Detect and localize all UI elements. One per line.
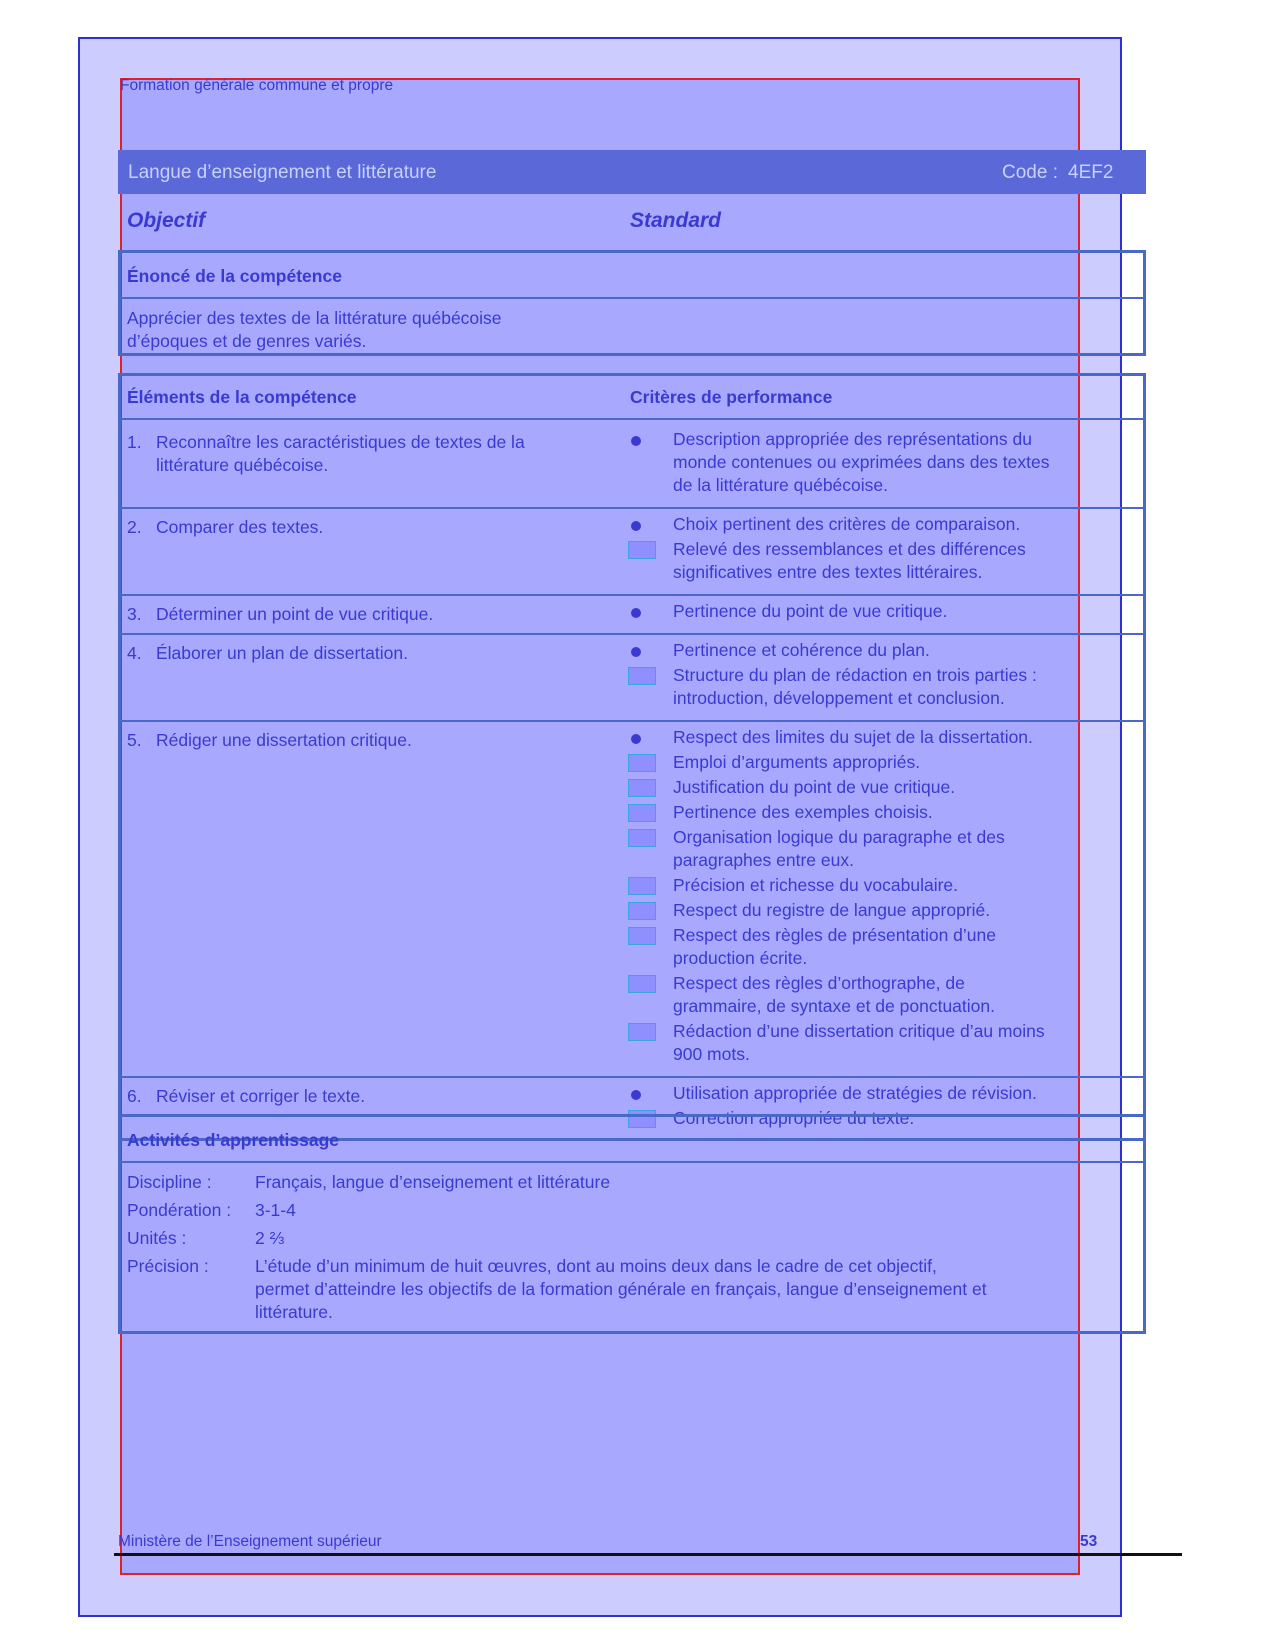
bullet-icon — [628, 877, 656, 895]
criterion-text: 900 mots. — [673, 1044, 750, 1064]
criteria-column-header: Critères de performance — [630, 387, 833, 407]
elements-column-header: Éléments de la compétence — [127, 387, 357, 407]
element-number: 4. — [127, 643, 142, 663]
activite-value: 2 ⅔ — [255, 1228, 285, 1248]
element-number: 2. — [127, 517, 142, 537]
criterion-text: Correction appropriée du texte. — [673, 1108, 915, 1128]
activite-value: L’étude d’un minimum de huit œuvres, dont au moins deux dans le cadre de cet objectif, — [255, 1256, 937, 1276]
criterion-text: Emploi d’arguments appropriés. — [673, 752, 921, 772]
activite-label: Unités : — [127, 1228, 187, 1248]
element-text: littérature québécoise. — [156, 455, 329, 475]
criterion-text: Respect des règles de présentation d’une — [673, 925, 996, 945]
criterion-text: Justification du point de vue critique. — [673, 777, 956, 797]
bullet-icon — [631, 1090, 641, 1100]
element-text: Reconnaître les caractéristiques de textes de la — [156, 432, 525, 452]
criterion-text: Relevé des ressemblances et des différences — [673, 539, 1026, 559]
criterion-text: Précision et richesse du vocabulaire. — [673, 875, 959, 895]
criterion-text: Utilisation appropriée de stratégies de révision. — [673, 1083, 1037, 1103]
criterion-text: Description appropriée des représentations du — [673, 429, 1032, 449]
criterion-text: Pertinence et cohérence du plan. — [673, 640, 930, 660]
criterion-text: Choix pertinent des critères de comparaison. — [673, 514, 1021, 534]
activite-label: Pondération : — [127, 1200, 232, 1220]
bullet-icon — [628, 779, 656, 797]
criterion-text: introduction, développement et conclusion. — [673, 688, 1005, 708]
standard-heading: Standard — [630, 209, 722, 232]
criterion-text: monde contenues ou exprimées dans des textes — [673, 452, 1050, 472]
criterion-text: Pertinence du point de vue critique. — [673, 601, 948, 621]
bullet-icon — [628, 902, 656, 920]
subject-title: Langue d’enseignement et littérature — [128, 162, 437, 183]
footer-rule — [114, 1553, 1182, 1556]
footer-ministry: Ministère de l’Enseignement supérieur — [118, 1533, 382, 1550]
criterion-text: de la littérature québécoise. — [673, 475, 888, 495]
bullet-icon — [628, 1023, 656, 1041]
element-number: 3. — [127, 604, 142, 624]
activite-label: Discipline : — [127, 1172, 212, 1192]
page-number: 53 — [1080, 1533, 1098, 1550]
bullet-icon — [631, 608, 641, 618]
bullet-icon — [628, 754, 656, 772]
objectif-heading: Objectif — [127, 209, 206, 232]
criterion-text: Organisation logique du paragraphe et des — [673, 827, 1005, 847]
bullet-icon — [628, 975, 656, 993]
criterion-text: Pertinence des exemples choisis. — [673, 802, 933, 822]
criterion-text: significatives entre des textes littéraires. — [673, 562, 983, 582]
code-label: Code : — [1002, 162, 1058, 183]
activites-title: Activités d’apprentissage — [127, 1130, 340, 1150]
bullet-icon — [628, 667, 656, 685]
bullet-icon — [631, 436, 641, 446]
activites-section — [118, 1114, 1146, 1334]
criterion-text: Structure du plan de rédaction en trois parties : — [673, 665, 1037, 685]
criterion-text: Respect des règles d’orthographe, de — [673, 973, 965, 993]
element-text: Réviser et corriger le texte. — [156, 1086, 366, 1106]
elements-section — [118, 373, 1146, 1141]
bullet-icon — [631, 647, 641, 657]
element-number: 6. — [127, 1086, 142, 1106]
bullet-icon — [628, 927, 656, 945]
element-number: 1. — [127, 432, 142, 452]
title-bar — [118, 150, 1146, 194]
activite-value: permet d’atteindre les objectifs de la formation générale en français, langue d’enseignement et — [255, 1279, 987, 1299]
element-number: 5. — [127, 730, 142, 750]
criterion-text: Respect des limites du sujet de la dissertation. — [673, 727, 1033, 747]
activite-value: 3-1-4 — [255, 1200, 296, 1220]
criterion-text: paragraphes entre eux. — [673, 850, 854, 870]
criterion-text: Rédaction d’une dissertation critique d’au moins — [673, 1021, 1045, 1041]
enonce-line: d’époques et de genres variés. — [127, 331, 367, 351]
code-value: 4EF2 — [1068, 162, 1114, 183]
bullet-icon — [631, 734, 641, 744]
element-text: Rédiger une dissertation critique. — [156, 730, 412, 750]
element-text: Déterminer un point de vue critique. — [156, 604, 434, 624]
activite-label: Précision : — [127, 1256, 209, 1276]
criterion-text: grammaire, de syntaxe et de ponctuation. — [673, 996, 995, 1016]
element-text: Élaborer un plan de dissertation. — [156, 643, 408, 663]
criterion-text: production écrite. — [673, 948, 808, 968]
enonce-line: Apprécier des textes de la littérature québécoise — [127, 308, 502, 328]
enonce-section — [118, 250, 1146, 356]
bullet-icon — [628, 804, 656, 822]
bullet-icon — [628, 541, 656, 559]
bullet-icon — [628, 829, 656, 847]
activite-value: Français, langue d’enseignement et littérature — [255, 1172, 611, 1192]
enonce-title: Énoncé de la compétence — [127, 266, 342, 286]
element-text: Comparer des textes. — [156, 517, 324, 537]
bullet-icon — [631, 521, 641, 531]
activite-value: littérature. — [255, 1302, 333, 1322]
program-header: Formation générale commune et propre — [120, 77, 394, 94]
criterion-text: Respect du registre de langue approprié. — [673, 900, 991, 920]
